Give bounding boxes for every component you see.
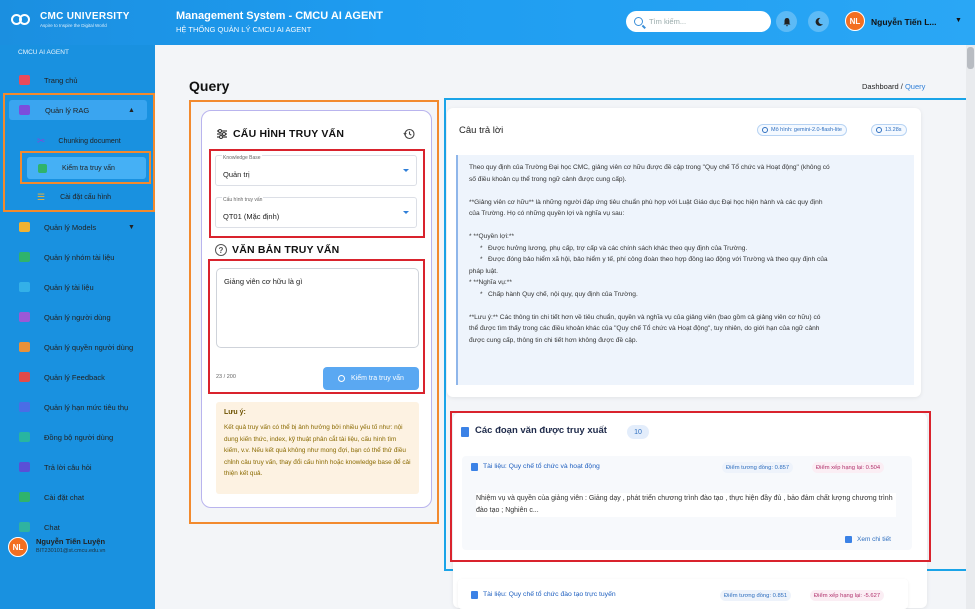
field-label: Cấu hình truy vấn: [223, 197, 263, 203]
query-config-select[interactable]: [215, 197, 417, 228]
chunks-title: Các đoạn văn được truy xuất: [475, 425, 607, 436]
sidebar-item-label: Quản lý RAG: [45, 105, 90, 115]
chevron-down-icon[interactable]: ▼: [955, 17, 962, 24]
sidebar-item-answer[interactable]: [0, 457, 155, 477]
highlight-first-chunk: [450, 411, 931, 562]
sidebar-item-label: Trả lời câu hỏi: [44, 462, 92, 472]
answer-line: pháp luật.: [469, 267, 498, 275]
knowledge-base-select[interactable]: [215, 155, 417, 186]
dropdown-arrow-icon: [403, 169, 409, 172]
permission-icon: [19, 342, 30, 352]
search-icon: [634, 17, 643, 26]
top-bar: [0, 0, 975, 45]
sync-icon: [19, 432, 30, 442]
avatar: NL: [8, 537, 28, 557]
note-body: Kết quả truy vấn có thể bị ảnh hưởng bởi nhiều yếu tố như: nội dung kiến thức, index, kỹ thuật phân cắt tài liệu, cấu hình tìm kiếm, v.v. Nếu kết quả không như mong đợi, bạn có thể thử điều chỉnh câu truy vấn, thay đổi cấu hình hoặc knowledge base để cải thiện kết quả.: [224, 424, 411, 477]
brand-tagline: Aspire to Inspire the Digital World: [40, 22, 107, 28]
sidebar-user-email: BIT230101@st.cmcu.edu.vn: [36, 548, 106, 554]
view-detail-link[interactable]: Xem chi tiết: [857, 536, 891, 543]
history-icon[interactable]: [403, 128, 415, 140]
search-icon: [338, 375, 345, 382]
sidebar-item-label: Quản lý người dùng: [44, 312, 111, 322]
chunk-document-link[interactable]: Tài liệu: Quy chế tổ chức và hoạt động: [483, 463, 600, 470]
sidebar-subitem-label: Chunking document: [58, 137, 121, 145]
bell-icon: [782, 17, 792, 27]
note-box: [216, 402, 419, 494]
chunks-count-badge: 10: [627, 425, 649, 439]
cmc-logo-icon: [11, 10, 35, 28]
models-icon: [19, 222, 30, 232]
sidebar-item-label: Quản lý hạn mức tiêu thụ: [44, 402, 129, 412]
sidebar-item-quota[interactable]: [0, 397, 155, 417]
sidebar-item-models[interactable]: [0, 217, 155, 237]
answer-line: số điều khoản cụ thể trong ngữ cảnh được cung cấp).: [469, 175, 627, 183]
info-icon: [762, 127, 768, 133]
user-avatar[interactable]: NL: [845, 11, 865, 31]
chunk-document-link[interactable]: Tài liệu: Quy chế tổ chức đào tạo trực tuyến: [483, 591, 616, 598]
sidebar-item-permissions[interactable]: [0, 337, 155, 357]
sidebar-user[interactable]: [8, 533, 148, 561]
sliders-icon: [216, 128, 228, 140]
model-badge: [757, 124, 847, 136]
users-icon: [19, 312, 30, 322]
clock-icon: [876, 127, 882, 133]
breadcrumb-current: Query: [904, 82, 926, 91]
answer-line: * **Nghĩa vụ:**: [469, 279, 512, 286]
search-box: [626, 11, 771, 32]
char-counter: 23 / 200: [216, 374, 236, 380]
sidebar-item-chat-settings[interactable]: [0, 487, 155, 507]
rerank-score-badge: Điểm xếp hạng lại: 0.504: [812, 462, 884, 473]
sliders-icon: ☰: [37, 191, 46, 202]
document-icon: [471, 591, 478, 599]
sidebar-item-label: Quản lý Models: [44, 222, 97, 232]
moon-icon: [814, 17, 824, 27]
sidebar-item-label: Quản lý nhóm tài liệu: [44, 252, 115, 262]
run-query-button[interactable]: [323, 367, 419, 390]
home-icon: [19, 75, 30, 85]
dropdown-arrow-icon: [403, 211, 409, 214]
answer-title: Câu trả lời: [459, 125, 504, 136]
time-badge: [871, 124, 907, 136]
model-label: Mô hình: gemini-2.0-flash-lite: [771, 127, 842, 133]
folder-icon: [19, 252, 30, 262]
sidebar-item-label: Đồng bộ người dùng: [44, 432, 114, 442]
answer-line: của Trường. Họ có những quyền lợi và nghĩa vụ sau:: [469, 210, 625, 217]
sidebar-section-title: CMCU AI AGENT: [18, 49, 69, 56]
sliders-icon: [19, 492, 30, 502]
sidebar-item-users[interactable]: [0, 307, 155, 327]
answer-line: được cung cấp, thông tin chi tiết hơn không được đề cập.: [469, 336, 638, 344]
system-title: Management System - CMCU AI AGENT: [176, 10, 383, 22]
sidebar-item-label: Quản lý quyền người dùng: [44, 342, 134, 352]
scrollbar-thumb[interactable]: [967, 47, 974, 69]
sidebar-item-label: Cài đặt chat: [44, 492, 85, 502]
robot-icon: [19, 522, 30, 532]
breadcrumb: [862, 82, 925, 91]
answer-line: * **Quyền lợi:**: [469, 233, 515, 240]
sidebar-user-name: Nguyễn Tiến Luyện: [36, 537, 106, 546]
answer-line: thể được tìm thấy trong các điều khoản khác của "Quy chế Tổ chức và Hoạt động", tuy nhiên, do giới hạn của ngữ cảnh: [469, 325, 820, 332]
field-value: Quản trị: [223, 170, 250, 179]
scissors-icon: ✂: [37, 135, 46, 147]
sidebar-item-label: Chat: [44, 522, 60, 532]
button-label: Kiểm tra truy vấn: [351, 375, 404, 382]
note-title: Lưu ý:: [224, 409, 246, 416]
answer-line: * Được hưởng lương, phụ cấp, trợ cấp và các chính sách khác theo quy định của Trường.: [469, 244, 748, 252]
user-name[interactable]: Nguyễn Tiến L...: [871, 17, 937, 27]
answer-body: [456, 155, 914, 385]
chunk-text: Nhiệm vụ và quyền của giảng viên : Giảng dạy , phát triển chương trình đào tạo , thực hiện đầy đủ , bảo đảm chất lượng chương trình đào tạo ; Nghiên c...: [476, 493, 896, 517]
system-subtitle: HỆ THỐNG QUẢN LÝ CMCU AI AGENT: [176, 25, 312, 34]
sidebar-item-documents[interactable]: [0, 277, 155, 297]
theme-toggle-button[interactable]: [808, 11, 829, 32]
feedback-icon: [19, 372, 30, 382]
search-input[interactable]: [649, 17, 759, 26]
chart-icon: [19, 402, 30, 412]
similarity-score-badge: Điểm tương đồng: 0.851: [720, 590, 791, 601]
brand-logo[interactable]: [11, 10, 130, 28]
notification-button[interactable]: [776, 11, 797, 32]
time-label: 13.28s: [885, 127, 902, 133]
answer-line: **Giảng viên cơ hữu** là những người đáp ứng tiêu chuẩn phù hợp với Luật Giáo dục Đại học hiện hành và các quy định: [469, 198, 823, 206]
answer-line: * Chấp hành Quy chế, nội quy, quy định của Trường.: [469, 290, 638, 298]
sidebar-item-label: Quản lý Feedback: [44, 372, 105, 382]
highlight-query-test-item: [20, 151, 151, 184]
similarity-score-badge: Điểm tương đồng: 0.857: [722, 462, 793, 473]
answer-line: **Lưu ý:** Các thông tin chi tiết hơn về tiêu chuẩn, quyền và nghĩa vụ của giảng viên (bao gồm cả giảng viên cơ hữu) có: [469, 313, 821, 321]
field-label: Knowledge Base: [223, 155, 261, 161]
brand-name: CMC UNIVERSITY: [40, 10, 130, 22]
sidebar-item-label: Trang chủ: [44, 75, 78, 85]
rerank-score-badge: Điểm xếp hạng lại: -5.627: [810, 590, 884, 601]
sidebar-item-sync[interactable]: [0, 427, 155, 447]
sidebar-item-label: Quản lý tài liệu: [44, 282, 94, 292]
scrollbar[interactable]: [966, 45, 975, 609]
query-text-section-title: VĂN BẢN TRUY VẤN: [232, 244, 340, 256]
page-title: Query: [189, 78, 230, 94]
answer-line: * Được đóng bảo hiểm xã hội, bảo hiểm y tế, phí công đoàn theo hợp đồng lao động với Trường và theo quy định của: [469, 256, 828, 263]
breadcrumb-root[interactable]: Dashboard /: [862, 82, 903, 91]
field-value: QT01 (Mặc định): [223, 212, 280, 221]
sidebar-subitem-label: Kiểm tra truy vấn: [62, 164, 115, 172]
sidebar-item-home[interactable]: [0, 70, 155, 90]
sidebar-item-feedback[interactable]: [0, 367, 155, 387]
chevron-down-icon: ▼: [128, 223, 135, 231]
document-icon: [19, 282, 30, 292]
chevron-up-icon: ▲: [128, 106, 135, 114]
sidebar-item-doc-groups[interactable]: [0, 247, 155, 267]
chat-bubbles-icon: [19, 462, 30, 472]
answer-line: Theo quy định của Trường Đại học CMC, giảng viên cơ hữu được đề cập trong "Quy chế Tổ chức và Hoạt động" (không có: [469, 164, 830, 171]
config-section-title: CẤU HÌNH TRUY VẤN: [233, 128, 345, 140]
help-circle-icon: ?: [215, 244, 227, 256]
sidebar-subitem-label: Cài đặt cấu hình: [60, 193, 112, 201]
query-textarea[interactable]: [216, 268, 419, 348]
